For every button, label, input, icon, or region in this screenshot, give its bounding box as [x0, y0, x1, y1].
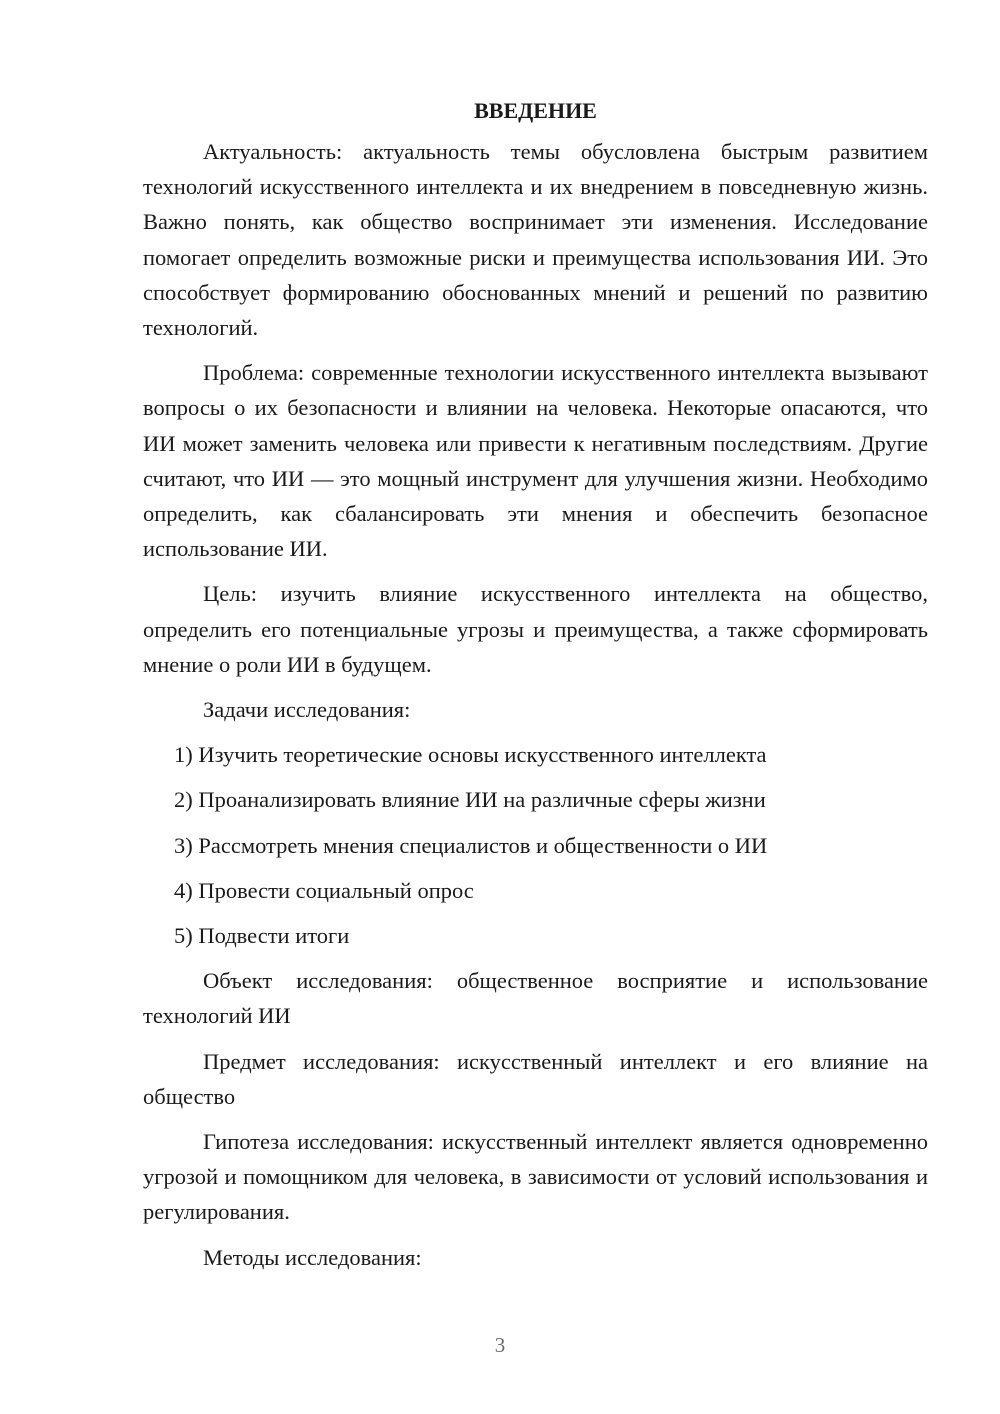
task-item: 4) Провести социальный опрос [174, 877, 474, 903]
task-list [143, 737, 928, 953]
relevance-paragraph: Актуальность: актуальность темы обусловлена быстрым развитием технологий искусственного интеллекта и их внедрением в повседневную жизнь. Важно понять, как общество воспринимает эти изменения. Исследование помогает определить возможные риски и преимущества использования ИИ. Это способствует формированию обоснованных мнений и решений по развитию технологий. [143, 139, 928, 341]
goal-paragraph: Цель: изучить влияние искусственного интеллекта на общество, определить его потенциальные угрозы и преимущества, а также сформировать мнение о роли ИИ в будущем. [143, 581, 928, 677]
page-content [143, 93, 928, 1285]
page-number: 3 [494, 1333, 506, 1357]
problem-paragraph: Проблема: современные технологии искусственного интеллекта вызывают вопросы о их безопасности и влиянии на человека. Некоторые опасаются, что ИИ может заменить человека или привести к негативным последствиям. Другие считают, что ИИ — это мощный инструмент для улучшения жизни. Необходимо определить, как сбалансировать эти мнения и обеспечить безопасное использование ИИ. [143, 360, 928, 562]
hypothesis-paragraph: Гипотеза исследования: искусственный интеллект является одновременно угрозой и помощником для человека, в зависимости от условий использования и регулирования. [143, 1129, 928, 1225]
methods-heading: Методы исследования: [203, 1244, 422, 1270]
section-title: ВВЕДЕНИЕ [474, 98, 597, 123]
subject-paragraph: Предмет исследования: искусственный интеллект и его влияние на общество [143, 1048, 928, 1109]
task-item: 2) Проанализировать влияние ИИ на различные сферы жизни [174, 787, 766, 813]
object-paragraph: Объект исследования: общественное восприятие и использование технологий ИИ [143, 968, 928, 1029]
task-item: 3) Рассмотреть мнения специалистов и общественности о ИИ [174, 832, 768, 858]
tasks-heading: Задачи исследования: [203, 697, 411, 723]
task-item: 5) Подвести итоги [174, 923, 350, 949]
task-item: 1) Изучить теоретические основы искусственного интеллекта [174, 742, 767, 768]
